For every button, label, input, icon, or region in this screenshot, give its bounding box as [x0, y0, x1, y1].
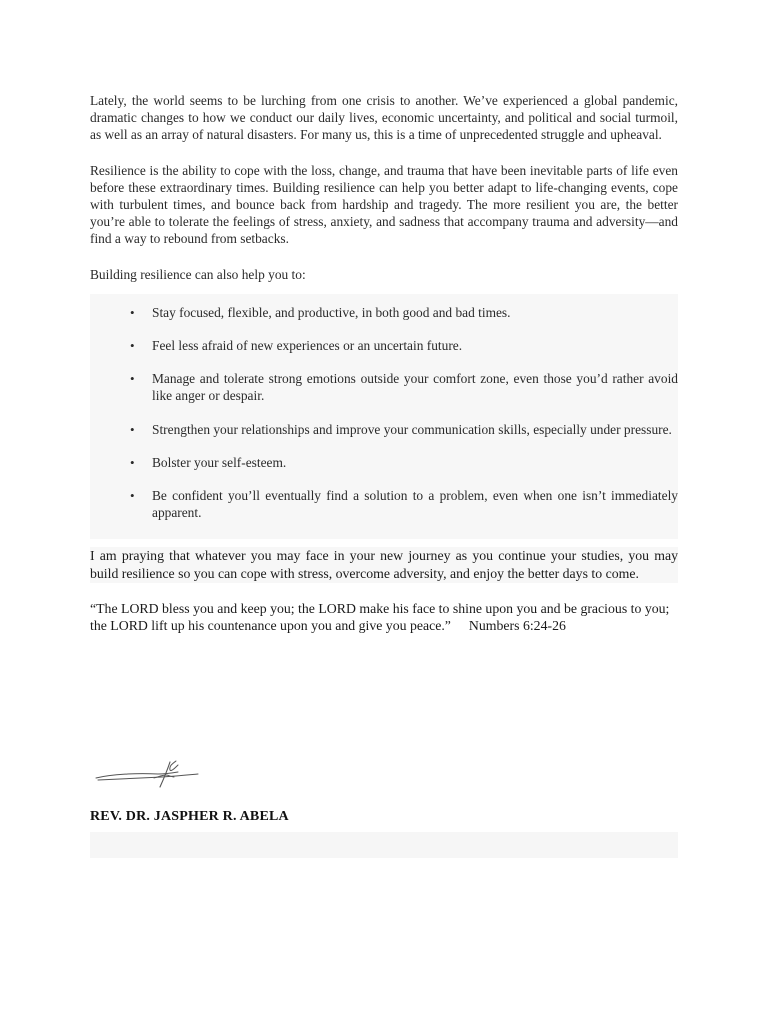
verse-text: “The LORD bless you and keep you; the LORD make his face to shine upon you and be gracious to you; the LORD lift up his countenance upon you and give you peace.” — [90, 600, 670, 634]
paragraph-crisis: Lately, the world seems to be lurching from one crisis to another. We’ve experienced a global pandemic, dramatic changes to how we conduct our daily lives, economic uncertainty, and political and social turmoil, as well as an array of natural disasters. For many us, this is a time of unprecedented struggle and upheaval. — [90, 93, 678, 143]
bullet-icon: • — [130, 488, 135, 504]
list-item: • Manage and tolerate strong emotions outside your comfort zone, even those you’d rather avoid like anger or despair. — [130, 371, 678, 404]
bullet-icon: • — [130, 371, 135, 387]
signature-icon — [92, 756, 202, 792]
bullet-icon: • — [130, 454, 135, 470]
paragraph-prayer: I am praying that whatever you may face in your new journey as you continue your studies, you may build resilience so you can cope with stress, overcome adversity, and enjoy the better days to come. — [90, 548, 678, 582]
blessing-verse — [90, 600, 678, 635]
bullet-icon: • — [130, 421, 135, 437]
letter-body — [90, 92, 678, 653]
bullets-intro: Building resilience can also help you to: — [90, 266, 306, 282]
bullet-icon: • — [130, 304, 135, 320]
list-item: • Stay focused, flexible, and productive, in both good and bad times. — [130, 304, 511, 320]
signer-name-block — [90, 806, 678, 858]
list-item: • Be confident you’ll eventually find a solution to a problem, even when one isn’t immediately apparent. — [130, 488, 678, 521]
paragraph-resilience-definition: Resilience is the ability to cope with the loss, change, and trauma that have been inevitable parts of life even before these extraordinary times. Building resilience can help you better adapt to life-changing events, cope with turbulent times, and bounce back from hardship and tragedy. The more resilient you are, the better you’re able to tolerate the feelings of stress, anxiety, and sadness that accompany trauma and adversity—and find a way to rebound from setbacks. — [90, 162, 678, 247]
bullet-icon: • — [130, 338, 135, 354]
list-item: • Bolster your self-esteem. — [130, 454, 287, 470]
signer-name: REV. DR. JASPHER R. ABELA — [90, 809, 289, 824]
benefits-list — [90, 294, 678, 540]
list-item: • Strengthen your relationships and improve your communication skills, especially under pressure. — [130, 421, 672, 437]
verse-reference: Numbers 6:24-26 — [468, 618, 566, 634]
list-item: • Feel less afraid of new experiences or an uncertain future. — [130, 338, 463, 354]
